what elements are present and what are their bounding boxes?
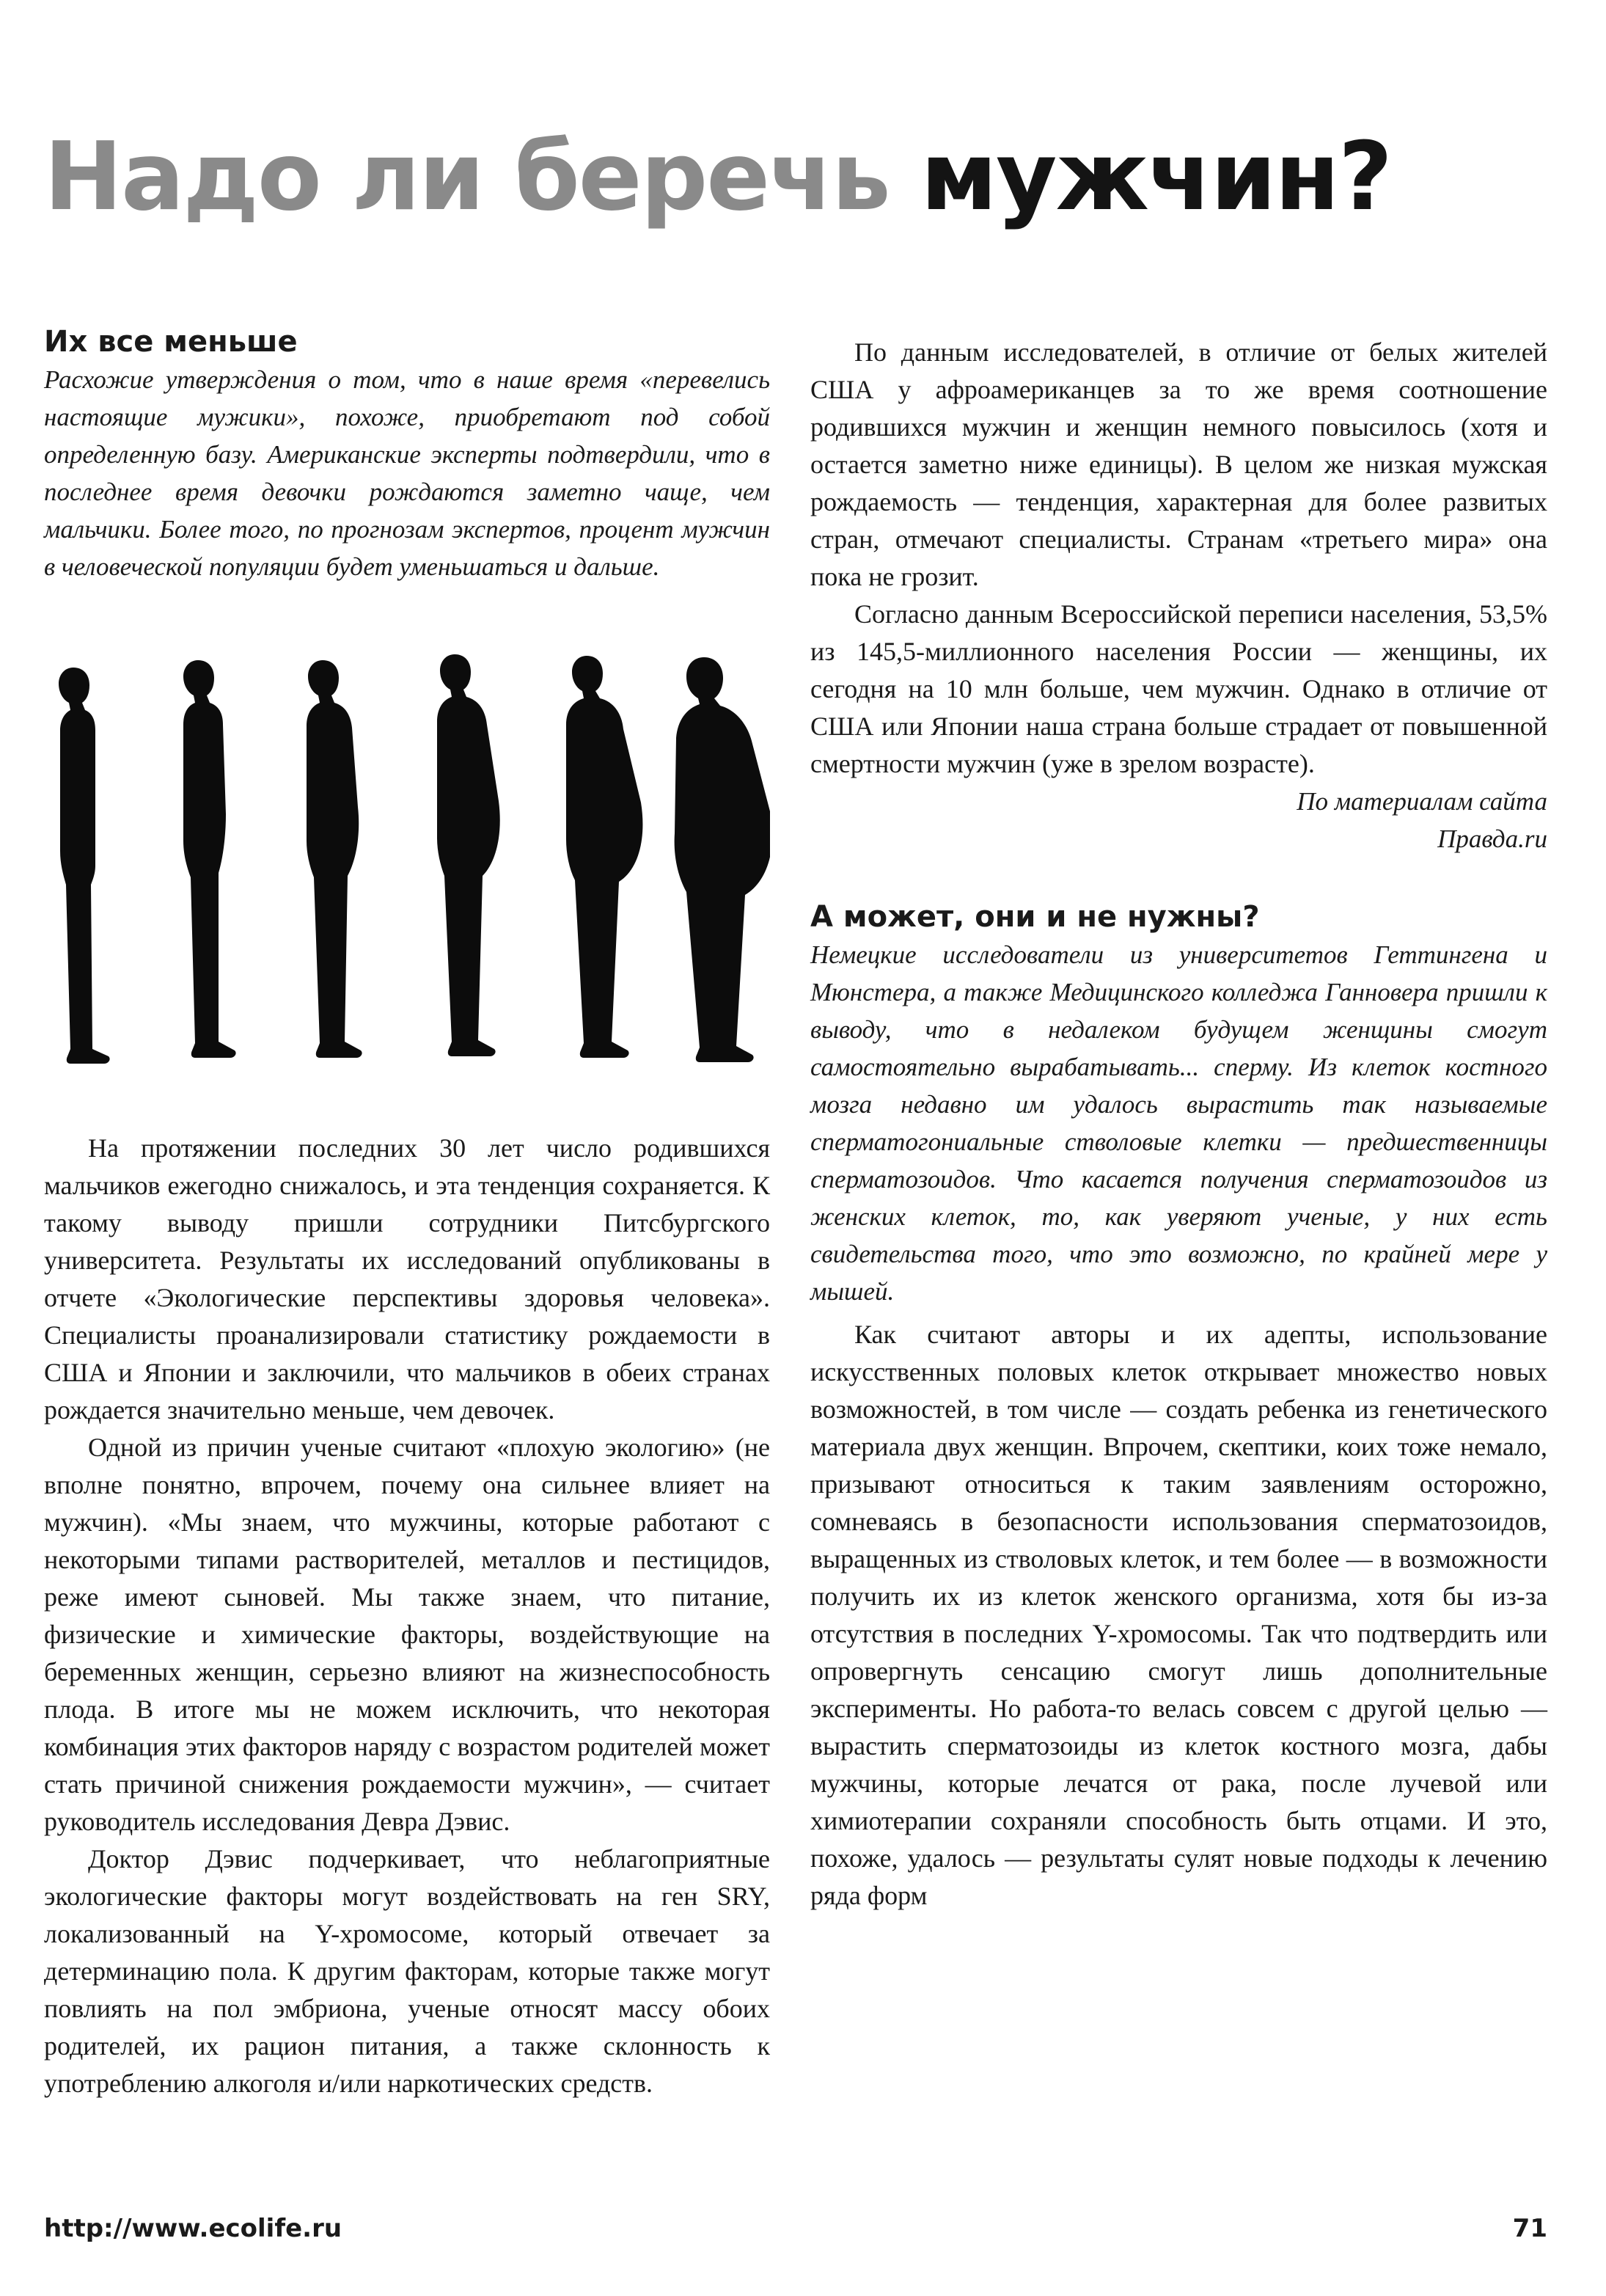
- section1-lead: Расхожие утверждения о том, что в наше время «перевелись настоящие мужики», похоже, приобретают под собой определенную базу. Американские эксперты подтвердили, что в последнее время девочки рождаются заметно чаще, чем мальчики. Более того, по прогнозам экспертов, процент мужчин в человеческой популяции будет уменьшаться и дальше.: [44, 365, 770, 581]
- men-silhouettes-figure: [44, 653, 770, 1100]
- silhouette-2: [183, 660, 236, 1058]
- section2: [810, 898, 1547, 1310]
- section2-heading: А может, они и не нужны?: [810, 900, 1260, 934]
- title-part-dark: мужчин?: [920, 123, 1392, 232]
- section1-body-right: [810, 334, 1547, 858]
- section1-intro: [44, 323, 770, 585]
- section1-body-left: [44, 1130, 770, 2102]
- article-title: [44, 123, 1392, 232]
- silhouette-1: [59, 668, 110, 1064]
- source-line-2: Правда.ru: [1437, 825, 1547, 853]
- section1-heading: Их все меньше: [44, 325, 298, 359]
- silhouette-4: [437, 654, 500, 1056]
- silhouette-6: [675, 657, 770, 1062]
- source-line-1: По материалам сайта: [1297, 787, 1547, 816]
- section1-paragraph-4: По данным исследователей, в отличие от белых жителей США у афроамериканцев за то же время соотношение родившихся мужчин и женщин немного повысилось (хотя и остается заметно ниже единицы). В целом же низкая мужская рождаемость — тенденция, характерная для более развитых стран, отмечают специалисты. Странам «третьего мира» она пока не грозит.: [810, 337, 1547, 591]
- section1-paragraph-1: На протяжении последних 30 лет число родившихся мальчиков ежегодно снижалось, и эта тенденция сохраняется. К такому выводу пришли сотрудники Питсбургского университета. Результаты их исследований опубликованы в отчете «Экологические перспективы здоровья человека». Специалисты проанализировали статистику рождаемости в США и Японии и заключили, что мальчиков в обеих странах рождается значительно меньше, чем девочек.: [44, 1133, 770, 1425]
- section2-lead: Немецкие исследователи из университетов Геттингена и Мюнстера, а также Медицинского колледжа Ганновера пришли к выводу, что в недалеком будущем женщины смогут самостоятельно вырабатывать... сперму. Из клеток костного мозга недавно им удалось вырастить так называемые сперматогониальные стволовые клетки — предшественницы сперматозоидов. Что касается получения сперматозоидов из женских клеток, то, как уверяют ученые, у них есть свидетельства того, что это возможно, по крайней мере у мышей.: [810, 940, 1547, 1306]
- section1-paragraph-3: Доктор Дэвис подчеркивает, что неблагоприятные экологические факторы могут воздействовать на ген SRY, локализованный на Y-хромосоме, который отвечает за детерминацию пола. К другим факторам, которые также могут повлиять на пол эмбриона, ученые относят массу обоих родителей, их рацион питания, а также склонность к употреблению алкоголя и/или наркотических средств.: [44, 1844, 770, 2098]
- section2-paragraph-1: Как считают авторы и их адепты, использование искусственных половых клеток открывает множество новых возможностей, в том числе — создать ребенка из генетического материала двух женщин. Впрочем, скептики, коих тоже немало, призывают относиться к таким заявлениям осторожно, сомневаясь в безопасности использования сперматозоидов, выращенных из стволовых клеток, и тем более — в возможности получить их из клеток женского организма, хотя бы из-за отсутствия в последних Y-хромосомы. Так что подтвердить или опровергнуть сенсацию смогут лишь дополнительные эксперименты. Но работа-то велась совсем с другой целью — вырастить сперматозоиды из клеток костного мозга, дабы мужчины, которые лечатся от рака, после лучевой или химиотерапии сохраняли способность быть отцами. И это, похоже, удалось — результаты сулят новые подходы к лечению ряда форм: [810, 1320, 1547, 1910]
- silhouette-3: [307, 660, 362, 1058]
- silhouette-5: [566, 656, 642, 1058]
- section1-paragraph-5: Согласно данным Всероссийской переписи населения, 53,5% из 145,5-миллионного населения России — женщины, их сегодня на 10 млн больше, чем мужчин. Однако в отличие от США или Японии наша страна больше страдает от повышенной смертности мужчин (уже в зрелом возрасте).: [810, 599, 1547, 778]
- section1-paragraph-2: Одной из причин ученые считают «плохую экологию» (не вполне понятно, впрочем, почему она сильнее влияет на мужчин). «Мы знаем, что мужчины, которые работают с некоторыми типами растворителей, металлов и пестицидов, реже имеют сыновей. Мы также знаем, что питание, физические и химические факторы, воздействующие на беременных женщин, серьезно влияют на жизнеспособность плода. В итоге мы не можем исключить, что некоторая комбинация этих факторов наряду с возрастом родителей может стать причиной снижения рождаемости мужчин», — считает руководитель исследования Девра Дэвис.: [44, 1433, 770, 1836]
- footer-url[interactable]: http://www.ecolife.ru: [44, 2214, 342, 2243]
- section2-body: [810, 1316, 1547, 1915]
- page-number: 71: [1512, 2214, 1547, 2243]
- title-part-light: Надо ли беречь: [44, 123, 890, 232]
